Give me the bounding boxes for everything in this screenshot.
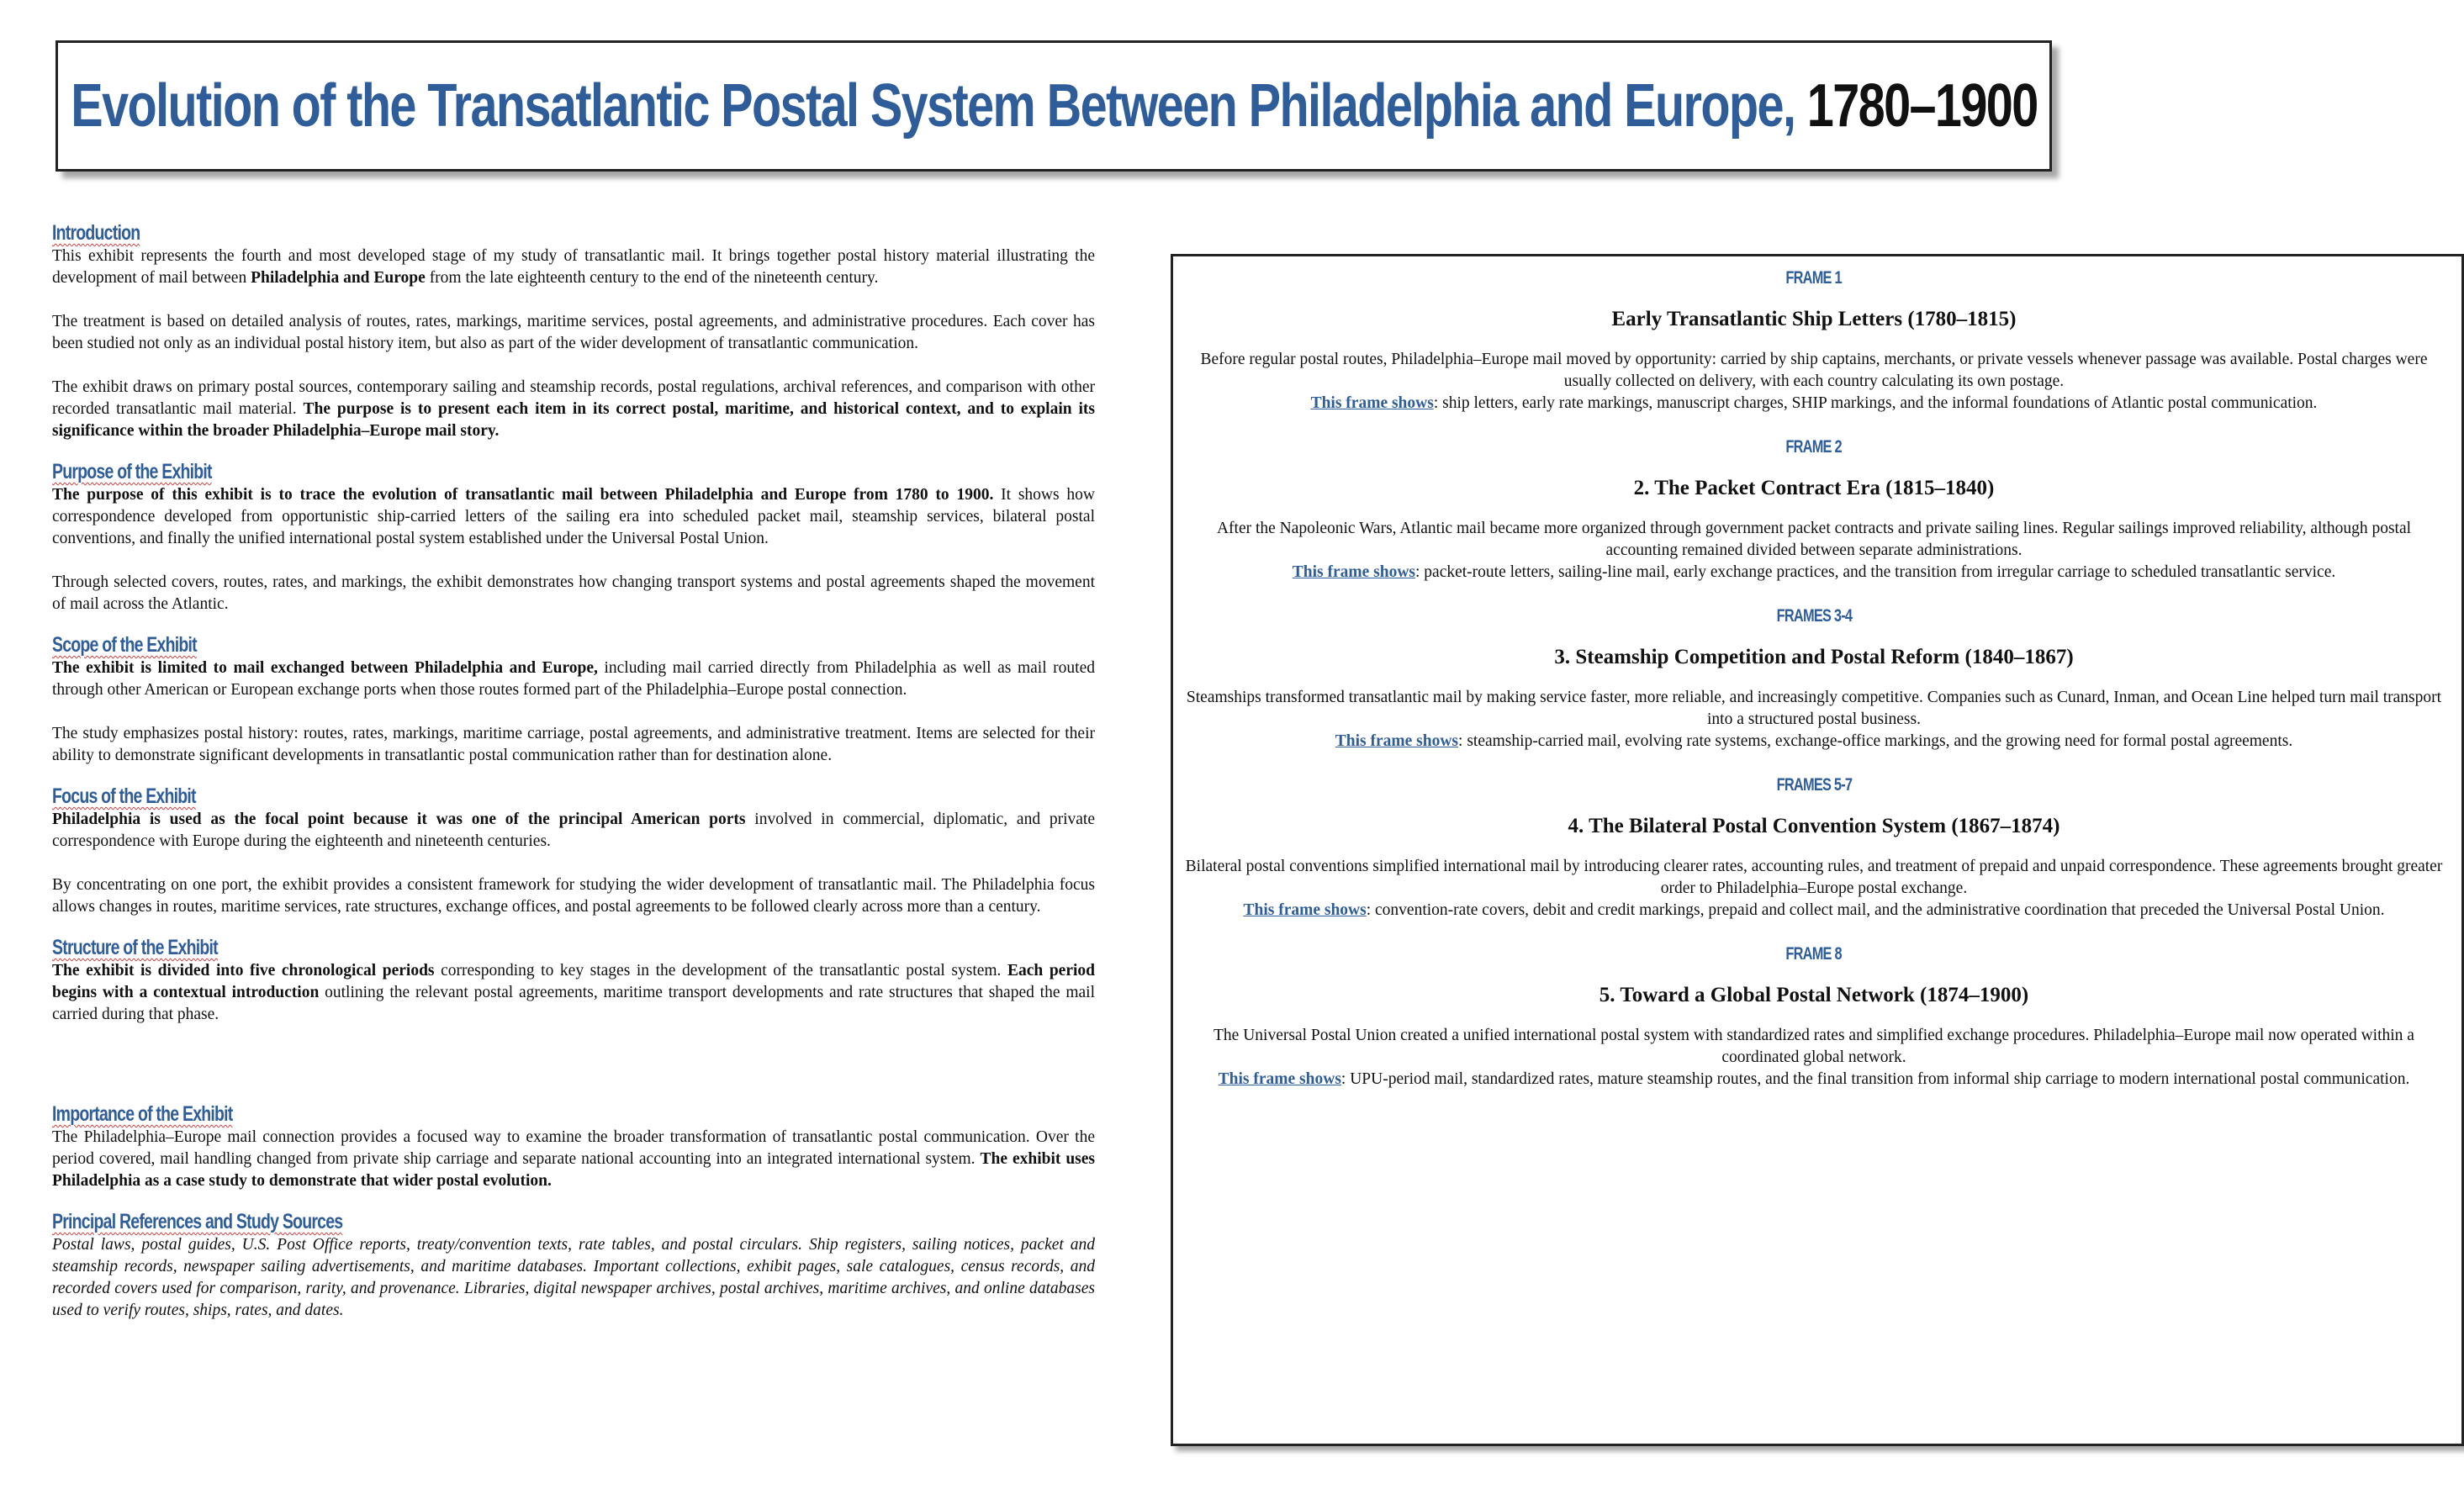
scope-paragraph-1: The exhibit is limited to mail exchanged between Philadelphia and Europe, including mail carried directly from Philadelphia as well as mail routed through other American or European exchange ports when those routes formed part of the Philadelphia–Europe postal connection.: [52, 659, 1095, 699]
section-importance: [52, 1101, 1095, 1192]
frame-text: Bilateral postal conventions simplified international mail by introducing clearer rates, accounting rules, and treatment of prepaid and unpaid correspondence. These agreements brought greater order to Philadelphia–Europe postal exchange. This frame shows: convention-rate covers, debit and credit markings, prepaid and collect mail, and the administrative coordination that preceded the Universal Postal Union.: [1185, 858, 2443, 919]
frame-shows-label: This frame shows: [1218, 1070, 1341, 1088]
frame-title: 3. Steamship Competition and Postal Reform (1840–1867): [1554, 646, 2074, 668]
frame-block: [1179, 943, 2449, 1090]
scope-paragraph-2: The study emphasizes postal history: routes, rates, markings, maritime carriage, postal agreements, and administrative treatment. Items are selected for their ability to demonstrate significant developments in transatlantic postal communication rather than for destination alone.: [52, 725, 1095, 764]
left-column: [52, 220, 1095, 1322]
frames-list: [1179, 267, 2449, 1090]
bold-emphasis: The purpose of this exhibit is to trace the evolution of transatlantic mail between Philadelphia and Europe from 1780 to 1900.: [52, 486, 994, 504]
frame-text: Steamships transformed transatlantic mail by making service faster, more reliable, and increasingly competitive. Companies such as Cunard, Inman, and Ocean Line helped turn mail transport into a structured postal business. This frame shows: steamship-carried mail, evolving rate systems, exchange-office markings, and the growing need for formal postal agreements.: [1186, 689, 2442, 750]
frame-shows-text: : steamship-carried mail, evolving rate systems, exchange-office markings, and the growing need for formal postal agreements.: [1458, 732, 2293, 750]
frame-shows-text: : UPU-period mail, standardized rates, mature steamship routes, and the final transition from informal ship carriage to modern international postal communication.: [1340, 1070, 2410, 1088]
structure-paragraph-1: The exhibit is divided into five chronological periods corresponding to key stages in the development of the transatlantic postal system. Each period begins with a contextual introduction outlining the relevant postal agreements, maritime transport developments and rate structures that shaped the mail carried during that phase.: [52, 962, 1095, 1023]
frame-text: The Universal Postal Union created a unified international postal system with standardized rates and simplified exchange procedures. Philadelphia–Europe mail now operated within a coordinated global network. This frame shows: UPU-period mail, standardized rates, mature steamship routes, and the final transition from informal ship carriage to modern international postal communication.: [1213, 1027, 2414, 1088]
frame-shows-label: This frame shows: [1310, 394, 1434, 412]
frame-text: Before regular postal routes, Philadelphia–Europe mail moved by opportunity: carried by ship captains, merchants, or private vessels whenever passage was available. Postal charges were usually collected on delivery, with each country calculating its own postage. This frame shows: ship letters, early rate markings, manuscript charges, SHIP markings, and the informal foundations of Atlantic postal communication.: [1200, 351, 2428, 412]
section-structure: [52, 935, 1095, 1026]
focus-paragraph-1: Philadelphia is used as the focal point because it was one of the principal American ports involved in commercial, diplomatic, and private correspondence with Europe during the eighteenth and nineteenth centuries.: [52, 811, 1095, 850]
intro-paragraph-2: The treatment is based on detailed analysis of routes, rates, markings, maritime services, postal agreements, and administrative procedures. Each cover has been studied not only as an individual postal history item, but also as part of the wider development of transatlantic communication.: [52, 313, 1095, 352]
frame-label: FRAME 2: [1785, 437, 1843, 457]
section-heading: Purpose of the Exhibit: [52, 460, 212, 483]
section-heading: Principal References and Study Sources: [52, 1210, 343, 1233]
frame-text: After the Napoleonic Wars, Atlantic mail became more organized through government packet contracts and private sailing lines. Regular sailings improved reliability, although postal accounting remained divided between separate administrations. This frame shows: packet-route letters, sailing-line mail, early exchange practices, and the transition from irregular carriage to scheduled transatlantic service.: [1216, 520, 2412, 581]
frame-shows-label: This frame shows: [1335, 732, 1459, 750]
section-scope: [52, 632, 1095, 767]
title-main: Evolution of the Transatlantic Postal System Between Philadelphia and Europe,: [70, 72, 1795, 140]
section-references: [52, 1209, 1095, 1322]
title-banner: [56, 40, 2052, 172]
frame-title: 5. Toward a Global Postal Network (1874–1900): [1599, 984, 2029, 1006]
section-purpose: [52, 459, 1095, 615]
frame-shows-text: : packet-route letters, sailing-line mail, early exchange practices, and the transition from irregular carriage to scheduled transatlantic service.: [1415, 563, 2336, 581]
bold-emphasis: The purpose is to present each item in its correct postal, maritime, and historical context, and to explain its significance within the broader Philadelphia–Europe mail story.: [52, 400, 1095, 440]
frame-label: FRAMES 5-7: [1776, 775, 1852, 795]
frame-label: FRAMES 3-4: [1776, 606, 1852, 626]
section-heading: Scope of the Exhibit: [52, 633, 197, 657]
section-heading: Importance of the Exhibit: [52, 1102, 233, 1126]
frame-shows-text: : ship letters, early rate markings, manuscript charges, SHIP markings, and the informal foundations of Atlantic postal communication.: [1433, 394, 2318, 412]
frame-block: [1179, 436, 2449, 584]
bold-emphasis: Each period begins with a contextual introduction: [52, 962, 1095, 1001]
section-heading: Focus of the Exhibit: [52, 784, 196, 808]
section-introduction: [52, 220, 1095, 442]
references-paragraph-1: Postal laws, postal guides, U.S. Post Office reports, treaty/convention texts, rate tables, and postal circulars. Ship registers, sailing notices, packet and steamship records, newspaper sailing advertisements, and maritime databases. Important collections, exhibit pages, sale catalogues, census records, and recorded covers used for comparison, rarity, and provenance. Libraries, digital newspaper archives, postal archives, maritime archives, and online databases used to verify routes, ships, rates, and dates.: [52, 1236, 1095, 1319]
purpose-paragraph-2: Through selected covers, routes, rates, and markings, the exhibit demonstrates how changing transport systems and postal agreements shaped the movement of mail across the Atlantic.: [52, 573, 1095, 613]
section-heading: Introduction: [52, 221, 140, 245]
frame-title: 4. The Bilateral Postal Convention System (1867–1874): [1568, 815, 2060, 837]
frame-block: [1179, 774, 2449, 921]
importance-paragraph-1: The Philadelphia–Europe mail connection provides a focused way to examine the broader transformation of transatlantic postal communication. Over the period covered, mail handling changed from private ship carriage and separate national accounting into an integrated international system. The exhibit uses Philadelphia as a case study to demonstrate that wider postal evolution.: [52, 1128, 1096, 1190]
bold-emphasis: Philadelphia is used as the focal point because it was one of the principal American ports: [52, 811, 746, 828]
section-heading: Structure of the Exhibit: [52, 936, 218, 959]
frame-title: Early Transatlantic Ship Letters (1780–1815): [1611, 308, 2017, 330]
frame-title: 2. The Packet Contract Era (1815–1840): [1633, 477, 1995, 499]
bold-emphasis: The exhibit uses Philadelphia as a case study to demonstrate that wider postal evolution.: [52, 1150, 1096, 1190]
bold-emphasis: The exhibit is limited to mail exchanged between Philadelphia and Europe,: [52, 659, 598, 677]
frame-label: FRAME 8: [1785, 944, 1843, 964]
frame-shows-label: This frame shows: [1292, 563, 1415, 581]
bold-emphasis: The exhibit is divided into five chronological periods: [52, 962, 435, 980]
bold-emphasis: Philadelphia and Europe: [251, 269, 426, 287]
frame-block: [1179, 267, 2449, 415]
intro-paragraph-1: This exhibit represents the fourth and most developed stage of my study of transatlantic mail. It brings together postal history material illustrating the development of mail between Philadelphia and Europe from the late eighteenth century to the end of the nineteenth century.: [52, 247, 1095, 287]
intro-paragraph-3: The exhibit draws on primary postal sources, contemporary sailing and steamship records, postal regulations, archival references, and comparison with other recorded transatlantic mail material. The purpose is to present each item in its correct postal, maritime, and historical context, and to explain its significance within the broader Philadelphia–Europe mail story.: [52, 378, 1095, 440]
focus-paragraph-2: By concentrating on one port, the exhibit provides a consistent framework for studying the wider development of transatlantic mail. The Philadelphia focus allows changes in routes, maritime services, rate structures, exchange offices, and postal agreements to be followed clearly across more than a century.: [52, 876, 1095, 916]
section-focus: [52, 784, 1095, 918]
frame-shows-text: : convention-rate covers, debit and credit markings, prepaid and collect mail, and the administrative coordination that preceded the Universal Postal Union.: [1366, 901, 2385, 919]
frame-block: [1179, 605, 2449, 752]
frame-label: FRAME 1: [1785, 268, 1843, 288]
title-years: 1780–1900: [1806, 72, 2038, 140]
page-title: [71, 71, 2037, 140]
purpose-paragraph-1: The purpose of this exhibit is to trace the evolution of transatlantic mail between Philadelphia and Europe from 1780 to 1900. It shows how correspondence developed from opportunistic ship-carried letters of the sailing era into scheduled packet mail, steamship services, bilateral postal conventions, and finally the unified international postal system established under the Universal Postal Union.: [52, 486, 1095, 547]
frame-shows-label: This frame shows: [1243, 901, 1367, 919]
